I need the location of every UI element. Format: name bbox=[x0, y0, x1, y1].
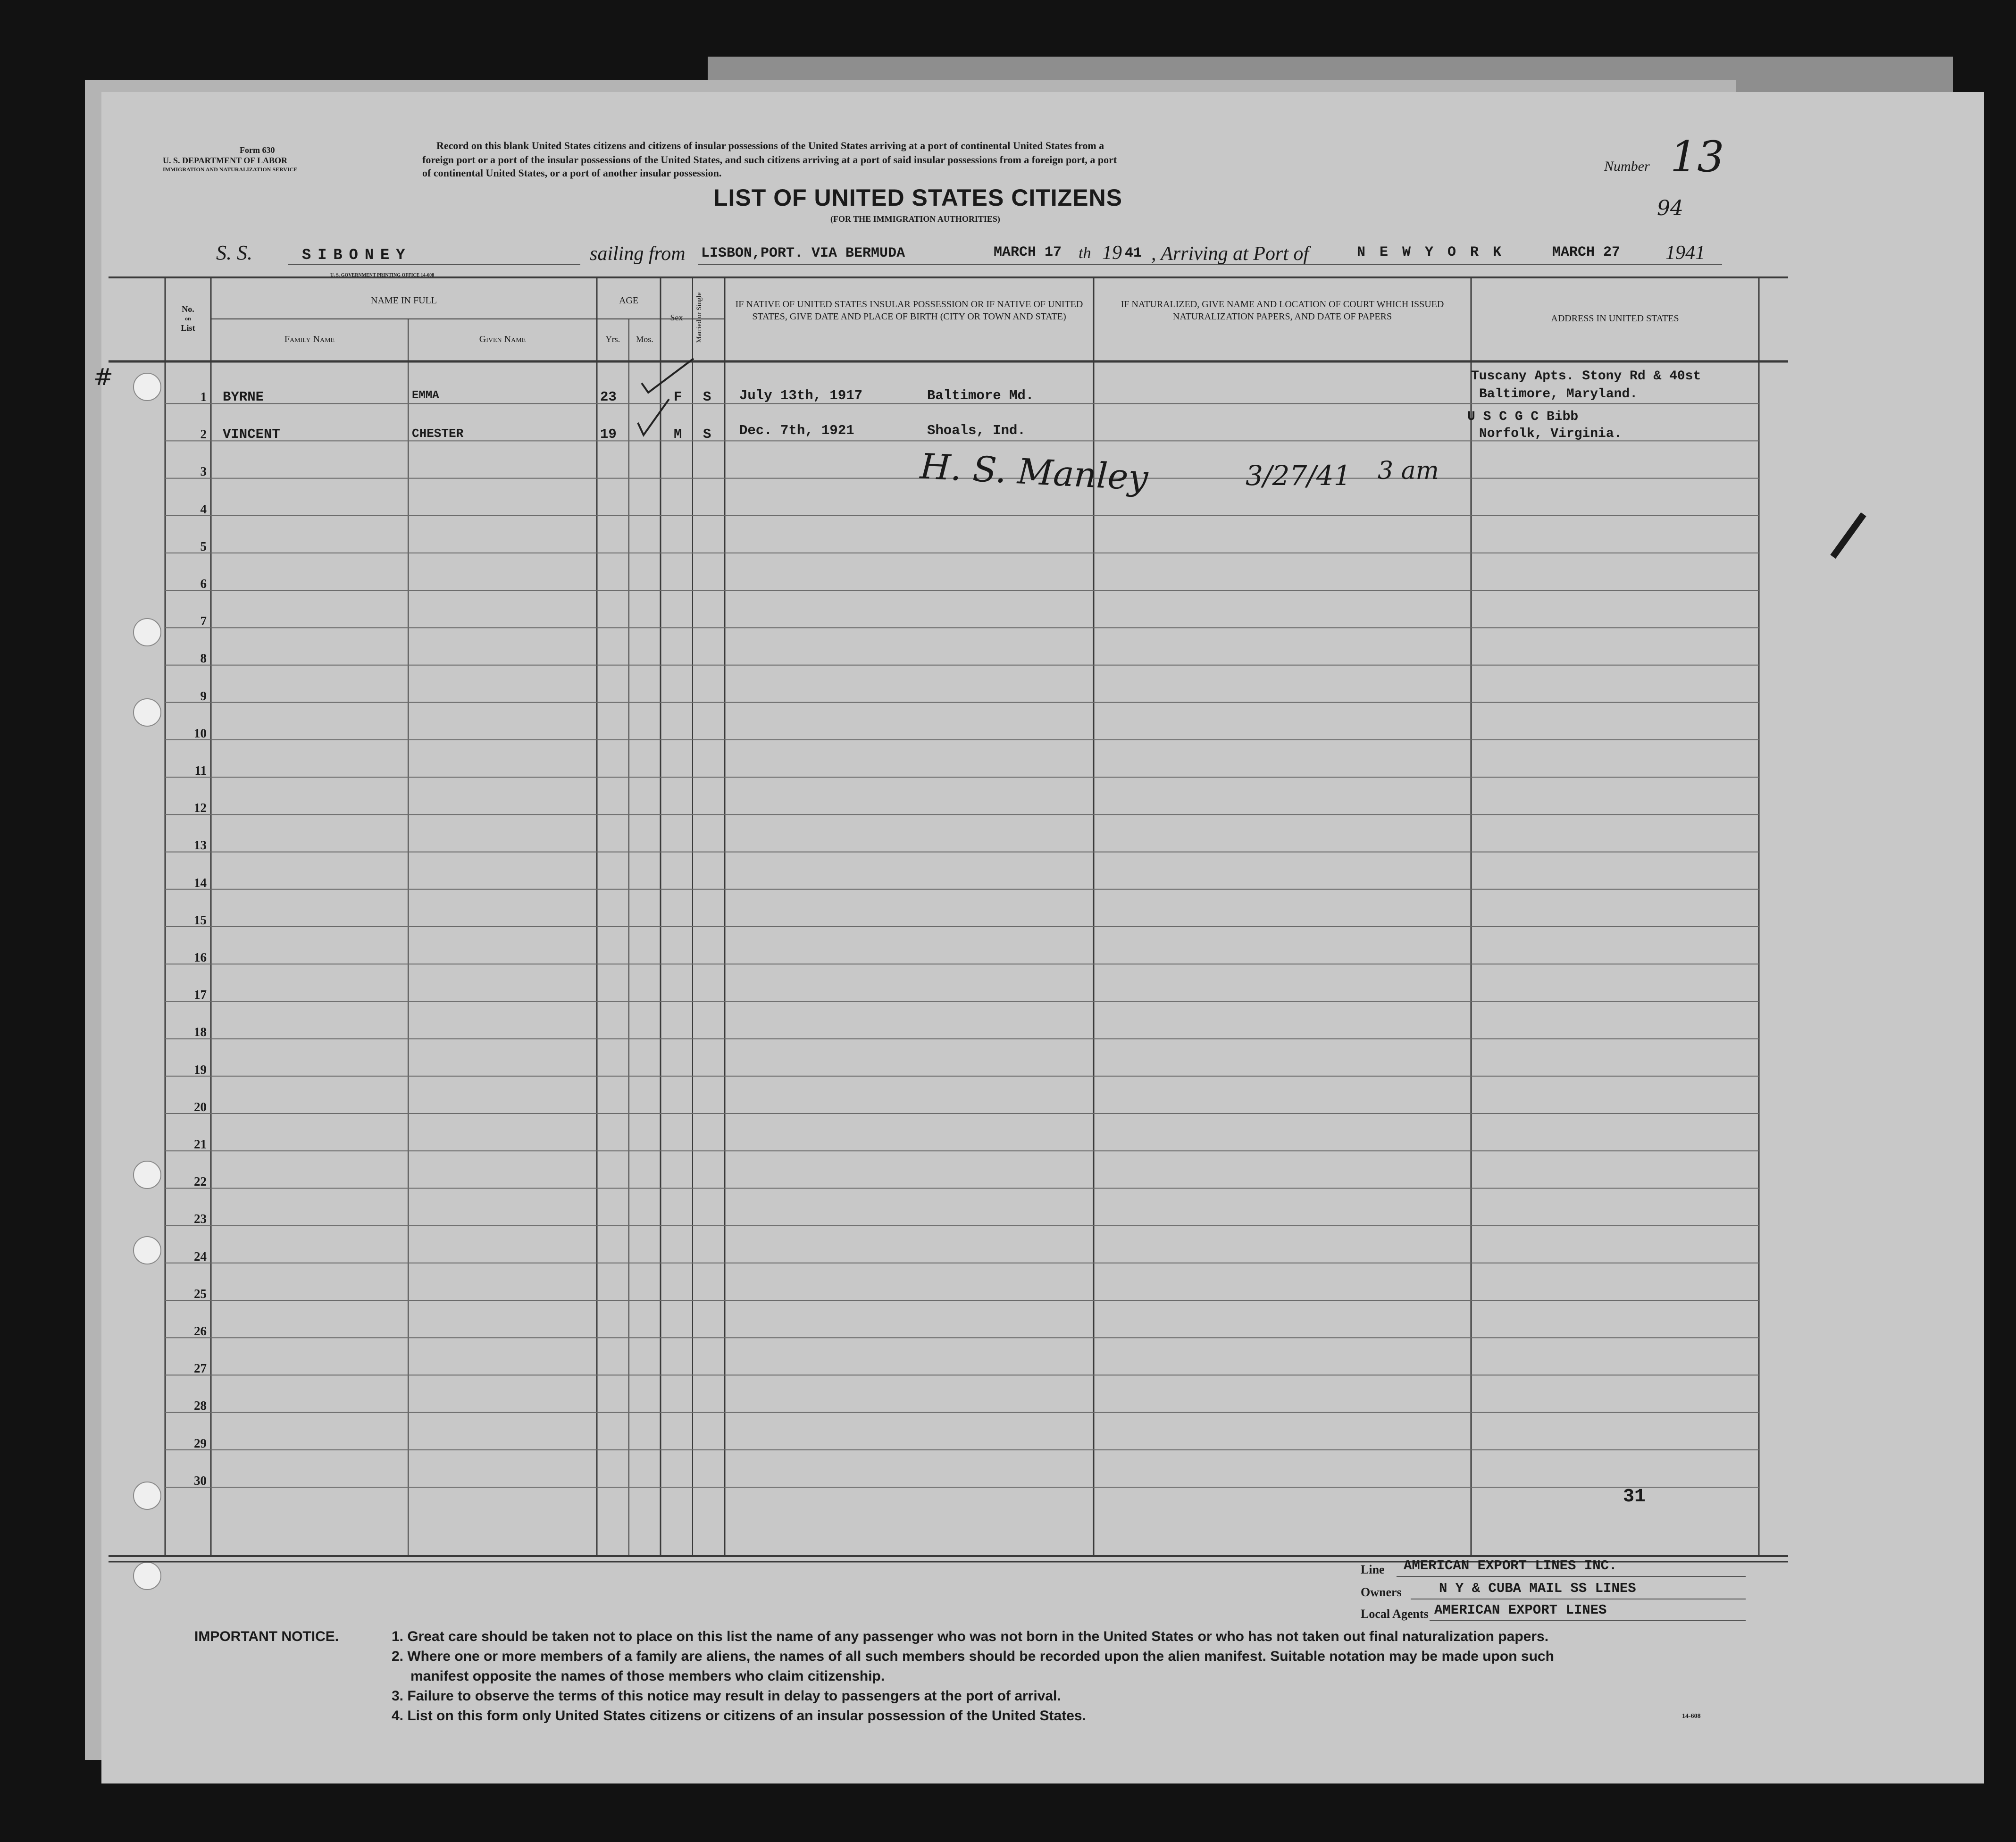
passenger-1-sex: F bbox=[674, 389, 682, 405]
print-code: 14-608 bbox=[1682, 1713, 1701, 1720]
header-on-line: on bbox=[185, 315, 191, 322]
row-number: 11 bbox=[194, 763, 207, 778]
margin-pen-stroke bbox=[1833, 514, 1864, 557]
row-number: 15 bbox=[194, 913, 207, 927]
number-secondary: 94 bbox=[1657, 196, 1683, 220]
passenger-1-address-line-2: Baltimore, Maryland. bbox=[1479, 387, 1638, 402]
row-number: 14 bbox=[194, 875, 207, 890]
header-married-single: Married or Single bbox=[695, 292, 703, 343]
arrival-port: N E W Y O R K bbox=[1357, 244, 1505, 260]
header-list-line: List bbox=[181, 323, 195, 333]
departure-year-prefix: 19 bbox=[1102, 242, 1122, 264]
row-number: 7 bbox=[200, 614, 207, 628]
instructions-line-1: Record on this blank United States citizens and citizens of insular possessions of the United States arriving at a port of continental United States from a bbox=[436, 140, 1104, 151]
line-label: Line bbox=[1361, 1563, 1385, 1576]
arrival-date: MARCH 27 bbox=[1552, 244, 1621, 260]
passenger-2-address-line-1: U S C G C Bibb bbox=[1467, 410, 1579, 424]
notice-heading: IMPORTANT NOTICE. bbox=[194, 1629, 339, 1644]
margin-mark: # bbox=[93, 363, 113, 391]
header-yrs: Yrs. bbox=[605, 335, 620, 344]
row-number: 24 bbox=[194, 1249, 207, 1264]
passenger-2-sex: M bbox=[674, 427, 682, 442]
row-number: 5 bbox=[200, 539, 207, 553]
notice-4: 4. List on this form only United States citizens or citizens of an insular possession of the United States. bbox=[392, 1708, 1086, 1724]
notice-3: 3. Failure to observe the terms of this notice may result in delay to passengers at the port of arrival. bbox=[392, 1688, 1061, 1704]
passenger-2-address-line-2: Norfolk, Virginia. bbox=[1479, 427, 1622, 441]
row-number: 21 bbox=[194, 1137, 207, 1151]
header-mos: Mos. bbox=[636, 335, 653, 344]
header-native-birth: IF NATIVE OF UNITED STATES INSULAR POSSESSION OR IF NATIVE OF UNITED STATES, GIVE DATE AND PLACE OF BIRTH (CITY OR TOWN AND STATE) bbox=[735, 299, 1083, 322]
arriving-label: , Arriving at Port of bbox=[1151, 243, 1309, 265]
row-number: 22 bbox=[194, 1174, 207, 1189]
form-number: Form 630 bbox=[240, 145, 275, 155]
passenger-1-age-years: 23 bbox=[600, 389, 617, 405]
passenger-2-age-years: 19 bbox=[600, 427, 617, 442]
header-family-name: Family Name bbox=[284, 334, 335, 344]
sailing-from-label: sailing from bbox=[590, 243, 686, 265]
passenger-2-marital: S bbox=[703, 427, 711, 442]
page-title: LIST OF UNITED STATES CITIZENS bbox=[713, 184, 1123, 211]
passenger-1-birth-place: Baltimore Md. bbox=[927, 388, 1034, 403]
ss-label: S. S. bbox=[216, 241, 252, 264]
line-value: AMERICAN EXPORT LINES INC. bbox=[1404, 1558, 1617, 1574]
passenger-2-given-name: CHESTER bbox=[412, 427, 464, 441]
row-number: 28 bbox=[194, 1398, 207, 1413]
instructions-line-2: foreign port or a port of the insular possessions of the United States, and such citizens arriving at a port of said insular possessions from a foreign port, a port bbox=[422, 154, 1117, 166]
tally-number: 31 bbox=[1623, 1486, 1646, 1507]
notice-1: 1. Great care should be taken not to place on this list the name of any passenger who was not born in the United States or who has not taken out final naturalization papers. bbox=[392, 1629, 1549, 1644]
notice-2: 2. Where one or more members of a family are aliens, the names of all such members should be recorded upon the alien manifest. Suitable notation may be made upon such bbox=[392, 1649, 1554, 1664]
passenger-2-family-name: VINCENT bbox=[223, 427, 280, 442]
agents-value: AMERICAN EXPORT LINES bbox=[1434, 1602, 1607, 1618]
inspector-note: 3/27/41 bbox=[1246, 460, 1351, 492]
header-age: AGE bbox=[619, 295, 639, 306]
row-number: 20 bbox=[194, 1099, 207, 1114]
row-number: 2 bbox=[200, 427, 207, 442]
row-number: 6 bbox=[200, 577, 207, 591]
header-name-in-full: NAME IN FULL bbox=[371, 295, 437, 306]
departure-port: LISBON,PORT. VIA BERMUDA bbox=[701, 245, 905, 261]
ship-name: SIBONEY bbox=[302, 246, 412, 264]
agents-underline bbox=[1430, 1620, 1746, 1621]
departure-date: MARCH 17 bbox=[994, 244, 1062, 260]
row-number: 23 bbox=[194, 1212, 207, 1226]
departure-year: 41 bbox=[1125, 245, 1142, 261]
owners-label: Owners bbox=[1361, 1585, 1402, 1599]
row-number: 16 bbox=[194, 950, 207, 964]
arrival-year: 1941 bbox=[1665, 242, 1705, 264]
row-number: 19 bbox=[194, 1062, 207, 1077]
row-number: 10 bbox=[194, 726, 207, 740]
check-mark-icon bbox=[642, 359, 694, 393]
printing-note: U. S. GOVERNMENT PRINTING OFFICE 14-608 bbox=[330, 273, 435, 278]
line-underline bbox=[1397, 1576, 1746, 1577]
row-number: 27 bbox=[194, 1361, 207, 1376]
owners-value: N Y & CUBA MAIL SS LINES bbox=[1439, 1581, 1636, 1596]
header-no-line: No. bbox=[182, 304, 194, 314]
number-label: Number bbox=[1604, 159, 1650, 174]
notice-2-continued: manifest opposite the names of those members who claim citizenship. bbox=[410, 1668, 885, 1684]
header-sex: Sex bbox=[670, 313, 683, 322]
row-number: 26 bbox=[194, 1324, 207, 1338]
header-naturalized: IF NATURALIZED, GIVE NAME AND LOCATION OF COURT WHICH ISSUED NATURALIZATION PAPERS, AND DATE OF PAPERS bbox=[1121, 299, 1444, 322]
row-number: 25 bbox=[194, 1286, 207, 1301]
passenger-1-given-name: EMMA bbox=[412, 389, 439, 402]
row-number: 8 bbox=[200, 651, 207, 666]
passenger-1-marital: S bbox=[703, 389, 711, 405]
row-number: 29 bbox=[194, 1436, 207, 1450]
row-number: 4 bbox=[200, 502, 207, 516]
row-number: 13 bbox=[194, 838, 207, 853]
check-mark-icon bbox=[638, 399, 669, 435]
agents-label: Local Agents bbox=[1361, 1607, 1429, 1621]
passenger-1-address-line-1: Tuscany Apts. Stony Rd & 40st bbox=[1471, 369, 1701, 384]
instructions-line-3: of continental United States, or a port of another insular possession. bbox=[422, 167, 722, 179]
header-address: ADDRESS IN UNITED STATES bbox=[1551, 313, 1679, 324]
row-number: 12 bbox=[194, 801, 207, 815]
row-number: 3 bbox=[200, 464, 207, 479]
time-note: 3 am bbox=[1378, 457, 1439, 485]
department-label: U. S. DEPARTMENT OF LABOR bbox=[163, 156, 288, 165]
row-number: 1 bbox=[200, 390, 207, 404]
passenger-1-birth-date: July 13th, 1917 bbox=[739, 388, 863, 403]
service-label: IMMIGRATION AND NATURALIZATION SERVICE bbox=[163, 166, 298, 173]
number-value: 13 bbox=[1670, 132, 1724, 182]
departure-suffix: th bbox=[1079, 244, 1091, 262]
row-number: 9 bbox=[200, 688, 207, 703]
page-subtitle: (FOR THE IMMIGRATION AUTHORITIES) bbox=[830, 214, 1000, 224]
passenger-2-birth-place: Shoals, Ind. bbox=[927, 423, 1026, 438]
row-number: 18 bbox=[194, 1025, 207, 1039]
passenger-2-birth-date: Dec. 7th, 1921 bbox=[739, 423, 854, 438]
row-number: 30 bbox=[194, 1473, 207, 1488]
passenger-1-family-name: BYRNE bbox=[223, 389, 264, 405]
row-number: 17 bbox=[194, 988, 207, 1002]
inspector-signature: H. S. Manley bbox=[919, 446, 1149, 499]
header-given-name: Given Name bbox=[479, 334, 526, 344]
